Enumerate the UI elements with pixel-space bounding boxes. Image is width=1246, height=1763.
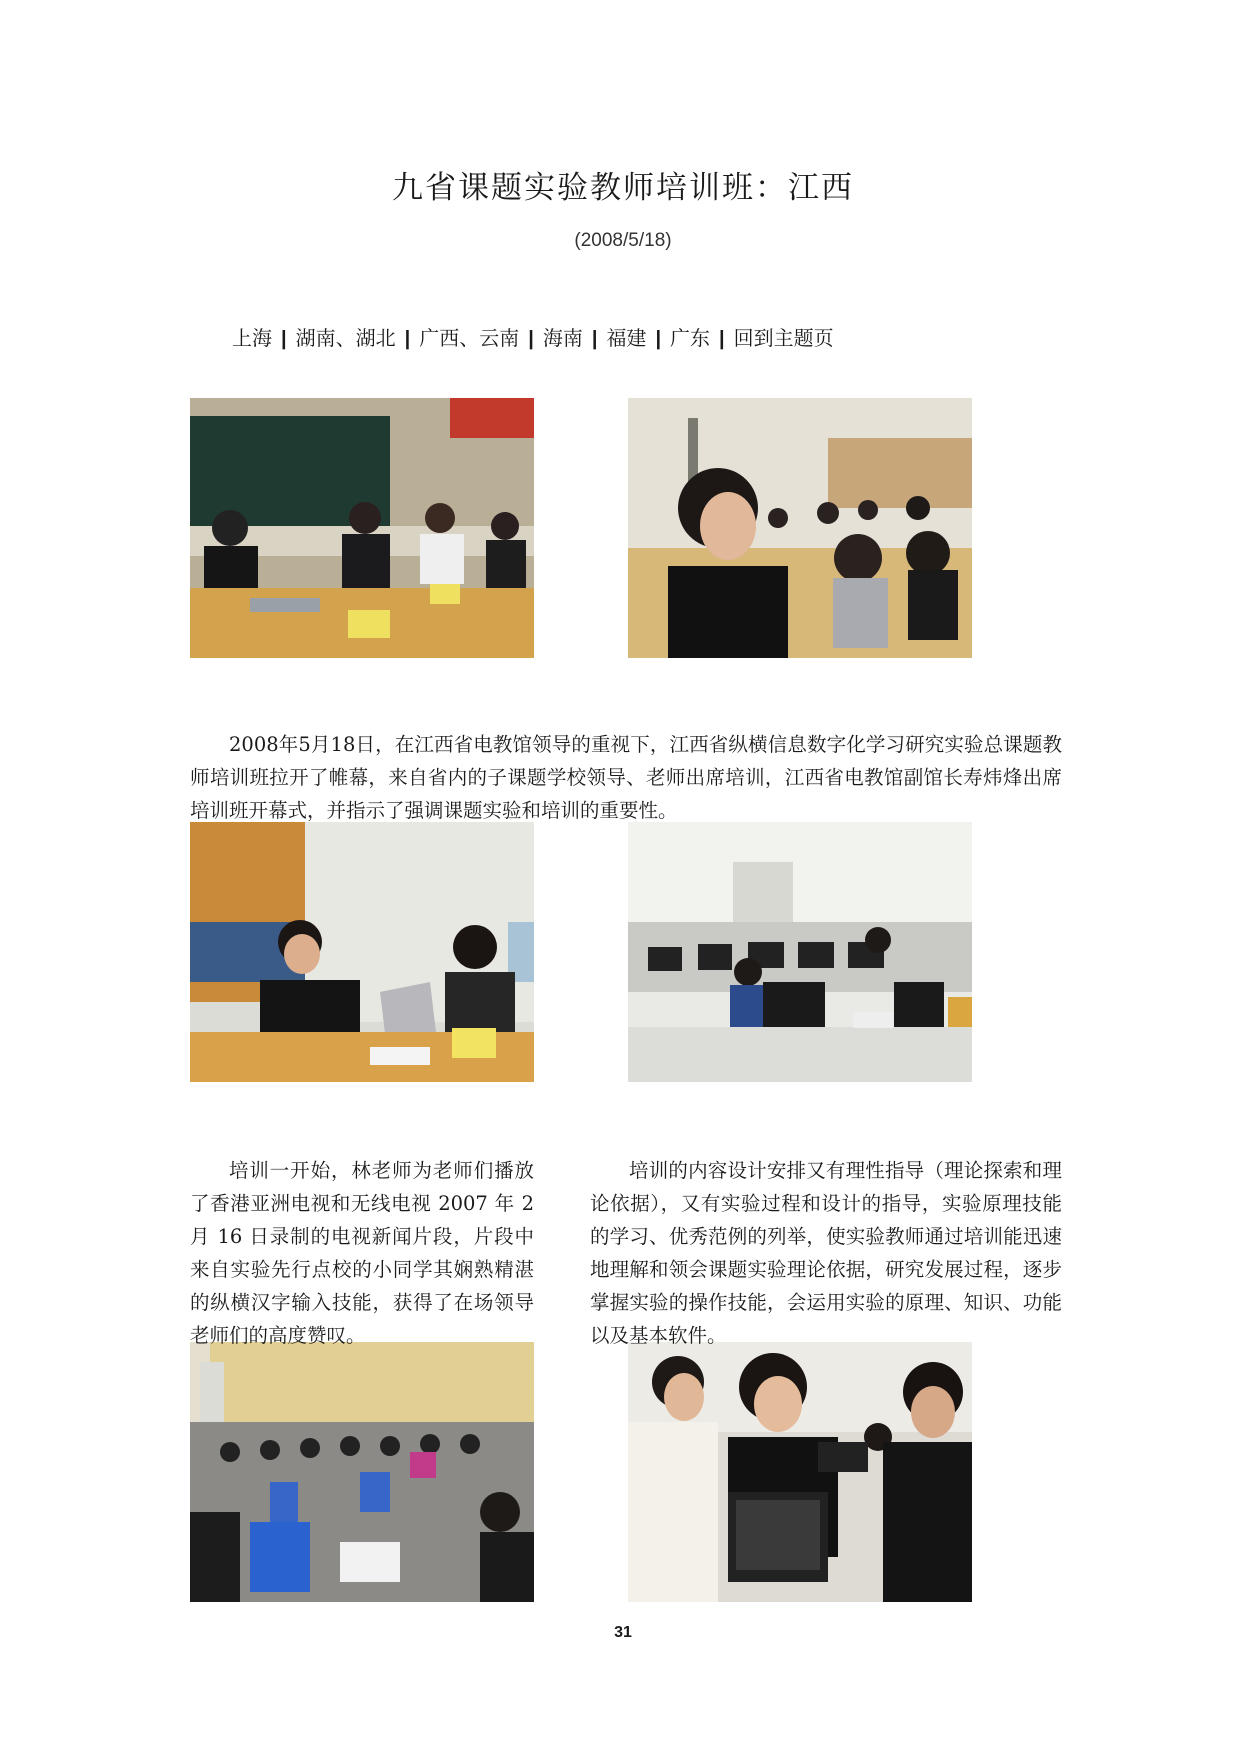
- meeting-panel-photo: [190, 398, 534, 658]
- nav-link-fujian[interactable]: 福建: [606, 326, 647, 350]
- nav-separator: |: [655, 328, 662, 350]
- presenters-laptop-photo: [190, 822, 534, 1082]
- classroom-audience-photo: [628, 398, 972, 658]
- nav-link-hunan-hubei[interactable]: 湖南、湖北: [295, 326, 396, 350]
- right-paragraph: 培训的内容设计安排又有理性指导（理论探索和理论依据），又有实验过程和设计的指导，实验原理技能的学习、优秀范例的列举，使实验教师通过培训能迅速地理解和领会课题实验理论依据，研究发展过程，逐步掌握实验的操作技能，会运用实验的原理、知识、功能以及基本软件。: [590, 1158, 1062, 1347]
- page-title: 九省课题实验教师培训班：江西: [392, 170, 854, 206]
- left-paragraph: 培训一开始，林老师为老师们播放了香港亚洲电视和无线电视 2007 年 2 月 16 日录制的电视新闻片段，片段中来自实验先行点校的小同学其娴熟精湛的纵横汉字输入技能，获得了在场领导老师们的高度赞叹。: [190, 1158, 534, 1347]
- nav-link-hainan[interactable]: 海南: [542, 326, 583, 350]
- nav-link-home[interactable]: 回到主题页: [733, 326, 834, 350]
- computer-lab-photo: [628, 822, 972, 1082]
- nav-separator: |: [591, 328, 598, 350]
- nav-link-guangdong[interactable]: 广东: [670, 326, 711, 350]
- nav-link-shanghai[interactable]: 上海: [232, 326, 272, 350]
- training-hall-photo: [190, 1342, 534, 1602]
- page-number: 31: [614, 1624, 632, 1641]
- date-line: (2008/5/18): [574, 230, 672, 251]
- nav-separator: |: [281, 328, 287, 350]
- nav-separator: |: [528, 328, 534, 350]
- nav-separator: |: [404, 328, 411, 350]
- nav-link-guangxi-yunnan[interactable]: 广西、云南: [419, 326, 520, 350]
- hands-on-guidance-photo: [628, 1342, 972, 1602]
- nav-separator: |: [719, 328, 725, 350]
- region-nav: [232, 322, 834, 351]
- intro-paragraph: 2008年5月18日，在江西省电教馆领导的重视下，江西省纵横信息数字化学习研究实验总课题教师培训班拉开了帷幕，来自省内的子课题学校领导、老师出席培训，江西省电教馆副馆长寿炜烽出席培训班开幕式，并指示了强调课题实验和培训的重要性。: [190, 732, 1062, 822]
